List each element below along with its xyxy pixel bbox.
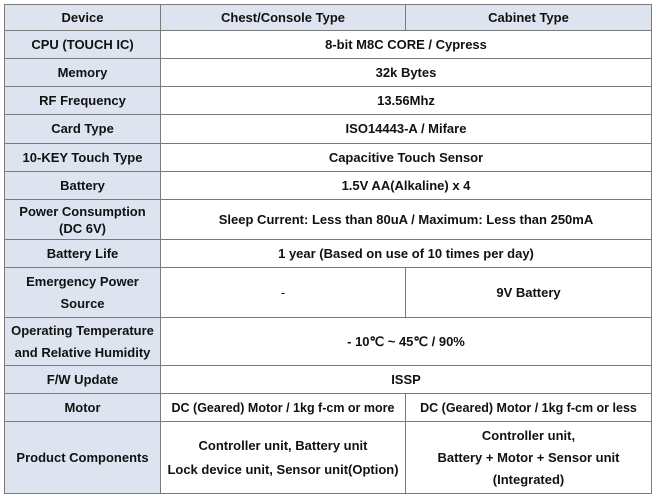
row-label-touch: 10-KEY Touch Type bbox=[5, 144, 161, 172]
row-label-battery: Battery bbox=[5, 172, 161, 200]
table-row bbox=[5, 200, 652, 240]
row-label-temp bbox=[5, 318, 161, 366]
table-row bbox=[5, 59, 652, 87]
table-row bbox=[5, 144, 652, 172]
row-label-power-line2: (DC 6V) bbox=[59, 220, 106, 236]
row-label-rf: RF Frequency bbox=[5, 87, 161, 115]
row-value-components-chest bbox=[161, 422, 406, 494]
row-label-cpu: CPU (TOUCH IC) bbox=[5, 31, 161, 59]
row-label-memory: Memory bbox=[5, 59, 161, 87]
components-cabinet-line1: Controller unit, bbox=[481, 427, 576, 443]
components-cabinet-line2: Battery + Motor + Sensor unit bbox=[437, 449, 620, 465]
row-label-components: Product Components bbox=[5, 422, 161, 494]
header-cabinet: Cabinet Type bbox=[406, 5, 652, 31]
row-label-life: Battery Life bbox=[5, 240, 161, 268]
row-value-motor-chest: DC (Geared) Motor / 1kg f-cm or more bbox=[161, 394, 406, 422]
row-value-components-cabinet bbox=[406, 422, 652, 494]
table-row bbox=[5, 87, 652, 115]
components-cabinet-line3: (Integrated) bbox=[492, 471, 565, 487]
row-label-fw: F/W Update bbox=[5, 366, 161, 394]
row-value-cpu: 8-bit M8C CORE / Cypress bbox=[161, 31, 652, 59]
row-label-emergency-line2: Source bbox=[60, 295, 105, 311]
table-row bbox=[5, 268, 652, 318]
row-value-temp: - 10℃ ~ 45℃ / 90% bbox=[161, 318, 652, 366]
row-label-emergency bbox=[5, 268, 161, 318]
row-value-memory: 32k Bytes bbox=[161, 59, 652, 87]
table-row bbox=[5, 240, 652, 268]
row-label-power bbox=[5, 200, 161, 240]
table-row bbox=[5, 172, 652, 200]
components-chest-line1: Controller unit, Battery unit bbox=[198, 437, 368, 453]
row-value-emergency-chest: - bbox=[161, 268, 406, 318]
table-row bbox=[5, 115, 652, 144]
table-row bbox=[5, 394, 652, 422]
header-chest: Chest/Console Type bbox=[161, 5, 406, 31]
row-value-fw: ISSP bbox=[161, 366, 652, 394]
table-row bbox=[5, 31, 652, 59]
table-row bbox=[5, 318, 652, 366]
row-label-power-line1: Power Consumption bbox=[19, 203, 146, 219]
table-row bbox=[5, 422, 652, 494]
spec-table bbox=[4, 4, 652, 494]
row-label-emergency-line1: Emergency Power bbox=[26, 273, 139, 289]
row-label-motor: Motor bbox=[5, 394, 161, 422]
row-value-life: 1 year (Based on use of 10 times per day) bbox=[161, 240, 652, 268]
row-label-card: Card Type bbox=[5, 115, 161, 144]
row-value-rf: 13.56Mhz bbox=[161, 87, 652, 115]
row-value-emergency-cabinet: 9V Battery bbox=[406, 268, 652, 318]
row-value-card: ISO14443-A / Mifare bbox=[161, 115, 652, 144]
row-label-temp-line2: and Relative Humidity bbox=[14, 344, 151, 360]
row-value-motor-cabinet: DC (Geared) Motor / 1kg f-cm or less bbox=[406, 394, 652, 422]
row-value-power: Sleep Current: Less than 80uA / Maximum: Less than 250mA bbox=[161, 200, 652, 240]
header-row bbox=[5, 5, 652, 31]
components-chest-line2: Lock device unit, Sensor unit(Option) bbox=[167, 461, 399, 477]
header-device: Device bbox=[5, 5, 161, 31]
row-value-battery: 1.5V AA(Alkaline) x 4 bbox=[161, 172, 652, 200]
row-label-temp-line1: Operating Temperature bbox=[11, 322, 154, 338]
table-row bbox=[5, 366, 652, 394]
row-value-touch: Capacitive Touch Sensor bbox=[161, 144, 652, 172]
